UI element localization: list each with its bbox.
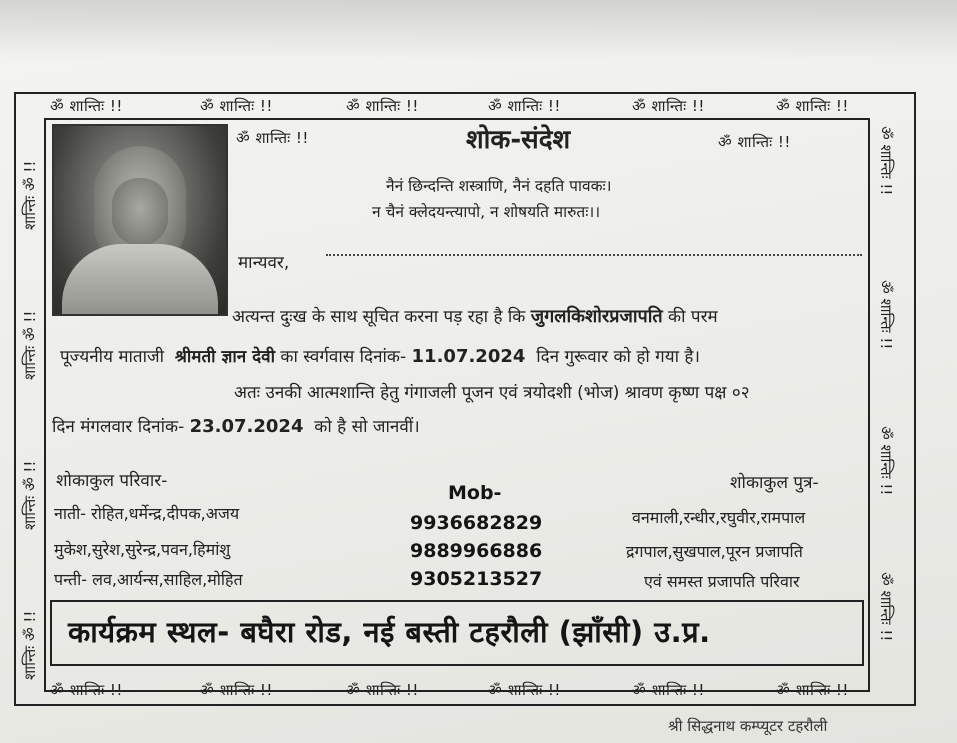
son-name: जुगलकिशोरप्रजापति <box>530 306 663 327</box>
message-line-1 <box>232 304 718 328</box>
shanti-bottom-2: ॐ शान्तिः !! <box>200 681 273 699</box>
shanti-left-2: शान्तिः ॐ !! <box>21 310 39 380</box>
shanti-right-3: ॐ शान्तिः !! <box>877 426 895 496</box>
family-line-3: पन्ती- लव,आर्यन्स,साहिल,मोहित <box>54 570 243 589</box>
page-title: शोक-संदेश <box>466 125 571 155</box>
shanti-right-1: ॐ शान्तिः !! <box>877 126 895 196</box>
shanti-top-2: ॐ शान्तिः !! <box>200 97 273 115</box>
family-line-1: नाती- रोहित,धर्मेन्द्र,दीपक,अजय <box>54 504 240 523</box>
message-line-2-prefix: पूज्यनीय माताजी <box>60 347 165 367</box>
shloka-line-2: न चैनं क्लेदयन्त्यापो, न शोषयति मारुतः।। <box>372 203 601 221</box>
salutation: मान्यवर, <box>238 253 290 273</box>
shanti-bottom-1: ॐ शान्तिः !! <box>50 681 123 699</box>
mobile-number-1: 9936682829 <box>410 512 543 534</box>
message-line-2-suffix: दिन गुरूवार को हो गया है। <box>536 347 700 367</box>
paper-shadow <box>0 0 957 60</box>
shanti-header-left: ॐ शान्तिः !! <box>236 129 309 147</box>
message-line-4 <box>52 414 420 437</box>
shanti-top-4: ॐ शान्तिः !! <box>488 97 561 115</box>
shanti-bottom-4: ॐ शान्तिः !! <box>488 681 561 699</box>
name-dotted-line <box>326 254 862 256</box>
message-line-1-prefix: अत्यन्त दुःख के साथ सूचित करना पड़ रहा है कि <box>232 307 526 327</box>
shanti-right-2: ॐ शान्तिः !! <box>877 280 895 350</box>
message-line-1-suffix: की परम <box>668 307 718 327</box>
mobile-number-3: 9305213527 <box>410 568 543 590</box>
shanti-left-4: शान्तिः ॐ !! <box>21 610 39 680</box>
mobile-number-2: 9889966886 <box>410 540 543 562</box>
shanti-header-right: ॐ शान्तिः !! <box>718 133 791 151</box>
message-line-2 <box>60 344 700 367</box>
message-line-2-mid: का स्वर्गवास दिनांक- <box>280 347 407 367</box>
shanti-bottom-3: ॐ शान्तिः !! <box>346 681 419 699</box>
mobile-heading: Mob- <box>448 482 502 504</box>
deceased-name: श्रीमती ज्ञान देवी <box>174 347 275 367</box>
message-line-4-suffix: को है सो जानवीं। <box>314 417 420 437</box>
sons-line-2: द्रगपाल,सुखपाल,पूरन प्रजापति <box>626 542 803 561</box>
photo-shawl-shape <box>62 244 218 316</box>
shanti-top-5: ॐ शान्तिः !! <box>632 97 705 115</box>
sons-line-3: एवं समस्त प्रजापति परिवार <box>644 572 800 591</box>
shanti-bottom-5: ॐ शान्तिः !! <box>632 681 705 699</box>
shanti-top-1: ॐ शान्तिः !! <box>50 97 123 115</box>
printer-credit: श्री सिद्धनाथ कम्प्यूटर टहरौली <box>668 717 828 735</box>
shanti-left-3: शान्तिः ॐ !! <box>21 460 39 530</box>
family-line-2: मुकेश,सुरेश,सुरेन्द्र,पवन,हिमांशु <box>54 540 231 559</box>
family-heading: शोकाकुल परिवार- <box>56 471 168 491</box>
venue-text: कार्यक्रम स्थल- बघैरा रोड, नई बस्ती टहरौली (झाँसी) उ.प्र. <box>68 615 711 649</box>
sons-heading: शोकाकुल पुत्र- <box>730 473 819 493</box>
message-line-4-prefix: दिन मंगलवार दिनांक- <box>52 417 185 437</box>
shanti-bottom-6: ॐ शान्तिः !! <box>776 681 849 699</box>
death-date: 11.07.2024 <box>411 346 526 367</box>
message-line-3: अतः उनकी आत्मशान्ति हेतु गंगाजली पूजन एवं त्रयोदशी (भोज) श्रावण कृष्ण पक्ष ०२ <box>234 383 750 403</box>
shloka-line-1: नैनं छिन्दन्ति शस्त्राणि, नैनं दहति पावकः। <box>386 177 612 195</box>
sons-line-1: वनमाली,रन्धीर,रघुवीर,रामपाल <box>632 508 806 527</box>
shanti-right-4: ॐ शान्तिः !! <box>877 572 895 642</box>
deceased-photo <box>52 124 228 316</box>
ceremony-date: 23.07.2024 <box>189 416 304 437</box>
shanti-left-1: शान्तिः ॐ !! <box>21 160 39 230</box>
photo-face-shape <box>112 178 168 246</box>
shanti-top-3: ॐ शान्तिः !! <box>346 97 419 115</box>
shanti-top-6: ॐ शान्तिः !! <box>776 97 849 115</box>
